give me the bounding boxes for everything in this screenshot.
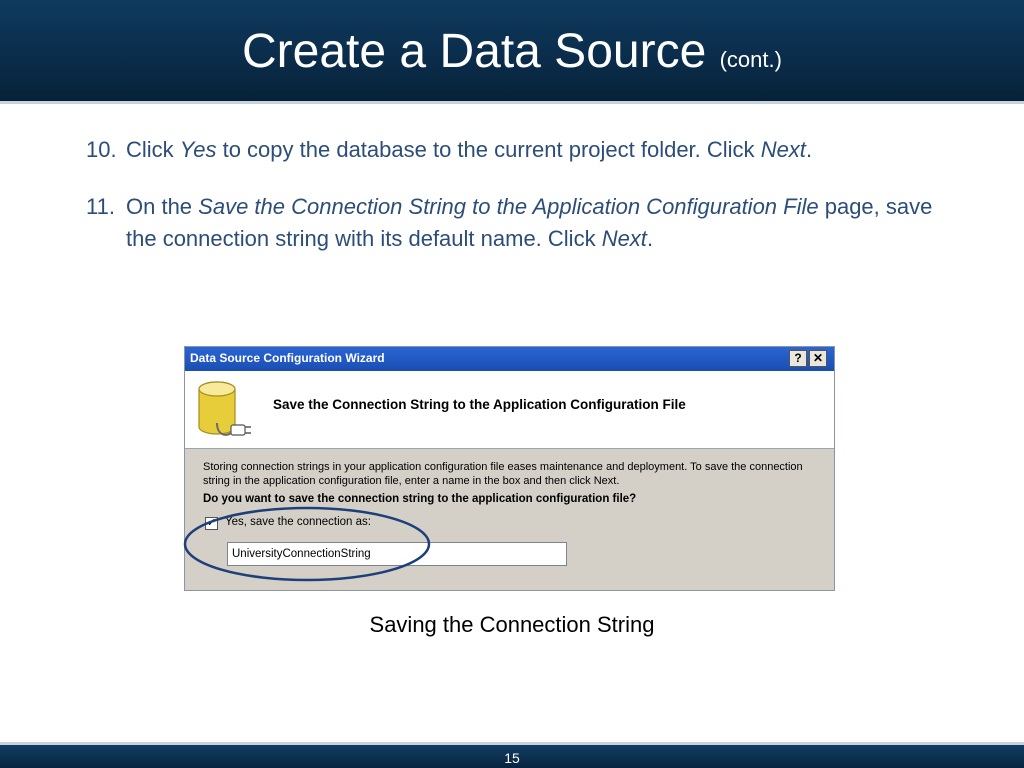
step-item bbox=[86, 134, 966, 166]
step-text-part: Click bbox=[126, 137, 180, 162]
wizard-screenshot bbox=[184, 346, 835, 591]
wizard-page-title: Save the Connection String to the Application Configuration File bbox=[273, 397, 686, 412]
slide-footer bbox=[0, 742, 1024, 768]
slide-header bbox=[0, 0, 1024, 104]
slide-title bbox=[0, 24, 1024, 88]
step-text-emphasis: Next bbox=[760, 137, 806, 162]
wizard-description: Storing connection strings in your application configuration file eases maintenance and deployment. To save the connection string in the application configuration file, enter a name in the box and then click Next. bbox=[203, 461, 803, 487]
wizard-header bbox=[185, 371, 834, 449]
step-list bbox=[86, 134, 966, 280]
close-button[interactable]: ✕ bbox=[809, 350, 827, 367]
slide-title-main: Create a Data Source bbox=[242, 25, 707, 78]
step-text-part: page, save the connection string with its default name. Click bbox=[126, 194, 933, 251]
step-number: 11. bbox=[86, 194, 115, 219]
wizard-body bbox=[185, 450, 834, 590]
step-text-emphasis: Next bbox=[601, 226, 647, 251]
step-number: 10. bbox=[86, 137, 117, 162]
step-text-part: On the bbox=[126, 194, 199, 219]
wizard-window-title: Data Source Configuration Wizard bbox=[190, 351, 385, 365]
step-text bbox=[126, 191, 966, 255]
help-button[interactable]: ? bbox=[789, 350, 807, 367]
step-text-emphasis: Save the Connection String to the Application Configuration File bbox=[198, 194, 819, 219]
save-connection-checkbox[interactable]: ✓ bbox=[206, 517, 217, 529]
database-plug-icon bbox=[193, 379, 253, 445]
slide-title-suffix: (cont.) bbox=[719, 47, 782, 72]
step-text-part: . bbox=[646, 226, 654, 251]
step-text-part: to copy the database to the current project folder. Click bbox=[216, 137, 761, 162]
wizard-question: Do you want to save the connection string to the application configuration file? bbox=[203, 493, 637, 505]
figure-caption: Saving the Connection String bbox=[369, 612, 655, 637]
step-text-part: . bbox=[805, 137, 813, 162]
step-text bbox=[126, 134, 966, 166]
save-connection-label[interactable]: Yes, save the connection as: bbox=[225, 516, 371, 528]
wizard-titlebar bbox=[185, 347, 834, 371]
step-text-emphasis: Yes bbox=[179, 137, 217, 162]
connection-name-input[interactable] bbox=[227, 542, 567, 566]
step-item bbox=[86, 191, 966, 255]
page-number: 15 bbox=[504, 750, 520, 766]
